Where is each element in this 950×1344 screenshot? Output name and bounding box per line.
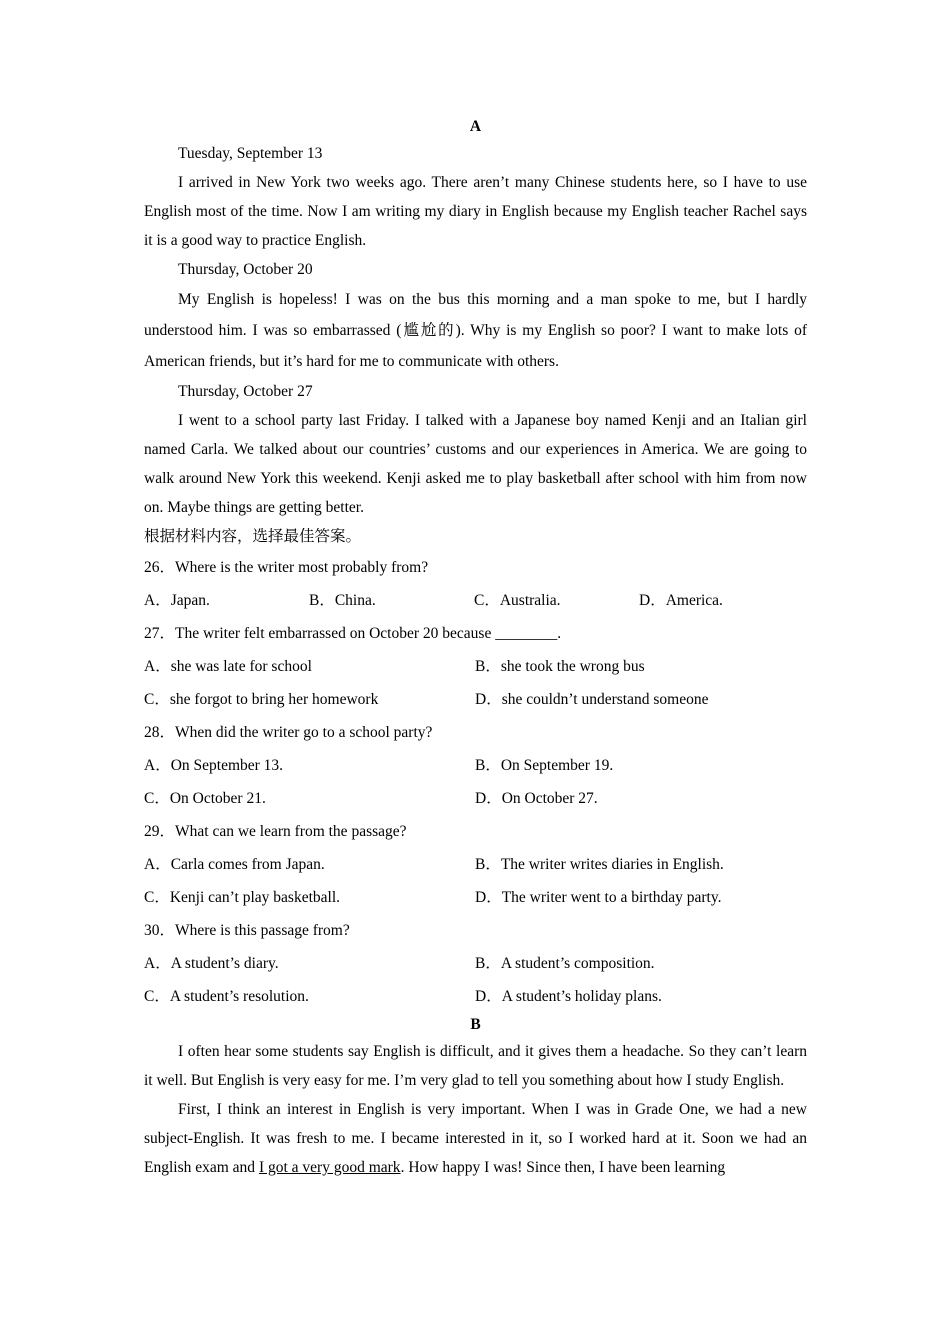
option: A．A student’s diary.	[144, 955, 279, 972]
option: B．A student’s composition.	[475, 955, 655, 972]
option: D．America.	[639, 592, 723, 609]
option: C．A student’s resolution.	[144, 988, 309, 1005]
option-row	[144, 848, 807, 881]
option: A．Carla comes from Japan.	[144, 856, 325, 873]
document-content	[144, 115, 807, 1182]
option-row	[144, 980, 807, 1013]
diary-date: Thursday, October 27	[178, 383, 313, 400]
question-stem: 27．The writer felt embarrassed on October 20 because ________.	[144, 625, 562, 642]
option: B．China.	[309, 592, 376, 609]
option: D．On October 27.	[475, 790, 598, 807]
diary-date: Thursday, October 20	[178, 261, 313, 278]
diary-entry: My English is hopeless! I was on the bus this morning and a man spoke to me, but I hardly understood him. I was so embarrassed (尴尬的). Why is my English so poor? I want to make lots of American friends, but it’s hard for me to communicate with others.	[144, 291, 807, 370]
underlined-phrase: I got a very good mark	[258, 1159, 401, 1176]
instruction: 根据材料内容，选择最佳答案。	[144, 528, 362, 545]
question-stem: 30．Where is this passage from?	[144, 922, 350, 939]
paragraph-text: First, I think an interest in English is very important. When I was in Grade One, we had a new subject-English. It was fresh to me. I became interested in it, so I worked hard at it. Soon we had an English exam and	[144, 1101, 807, 1176]
question-stem: 29．What can we learn from the passage?	[144, 823, 407, 840]
option-row	[144, 881, 807, 914]
option: B．The writer writes diaries in English.	[475, 856, 724, 873]
question-stem: 28．When did the writer go to a school party?	[144, 724, 433, 741]
option-row	[144, 683, 807, 716]
section-b-title: B	[470, 1016, 481, 1033]
passage-paragraph: I often hear some students say English is difficult, and it gives them a headache. So they can’t learn it well. But English is very easy for me. I’m very glad to tell you something about how I study English.	[144, 1043, 807, 1089]
diary-date: Tuesday, September 13	[178, 145, 323, 162]
option: C．Australia.	[474, 592, 561, 609]
option: D．The writer went to a birthday party.	[475, 889, 722, 906]
passage-paragraph	[144, 1095, 807, 1182]
question-stem: 26．Where is the writer most probably from?	[144, 559, 429, 576]
option: C．On October 21.	[144, 790, 266, 807]
section-a-title: A	[469, 118, 482, 135]
option: A．On September 13.	[144, 757, 284, 774]
option: B．On September 19.	[475, 757, 614, 774]
option: A．she was late for school	[144, 658, 312, 675]
diary-entry: I arrived in New York two weeks ago. There aren’t many Chinese students here, so I have to use English most of the time. Now I am writing my diary in English because my English teacher Rachel says it is a good way to practice English.	[144, 174, 807, 249]
option-row	[144, 782, 807, 815]
option: C．Kenji can’t play basketball.	[144, 889, 340, 906]
option: D．she couldn’t understand someone	[475, 691, 709, 708]
option-row	[144, 650, 807, 683]
paragraph-text: . How happy I was! Since then, I have been learning	[400, 1159, 726, 1176]
option-row	[144, 947, 807, 980]
option-row	[144, 749, 807, 782]
option: D．A student’s holiday plans.	[475, 988, 662, 1005]
option: A．Japan.	[144, 592, 210, 609]
option: B．she took the wrong bus	[475, 658, 645, 675]
option-row	[144, 584, 807, 617]
option: C．she forgot to bring her homework	[144, 691, 379, 708]
diary-entry: I went to a school party last Friday. I talked with a Japanese boy named Kenji and an Italian girl named Carla. We talked about our countries’ customs and our experiences in America. We are going to walk around New York this weekend. Kenji asked me to play basketball after school with him from now on. Maybe things are getting better.	[144, 412, 807, 516]
